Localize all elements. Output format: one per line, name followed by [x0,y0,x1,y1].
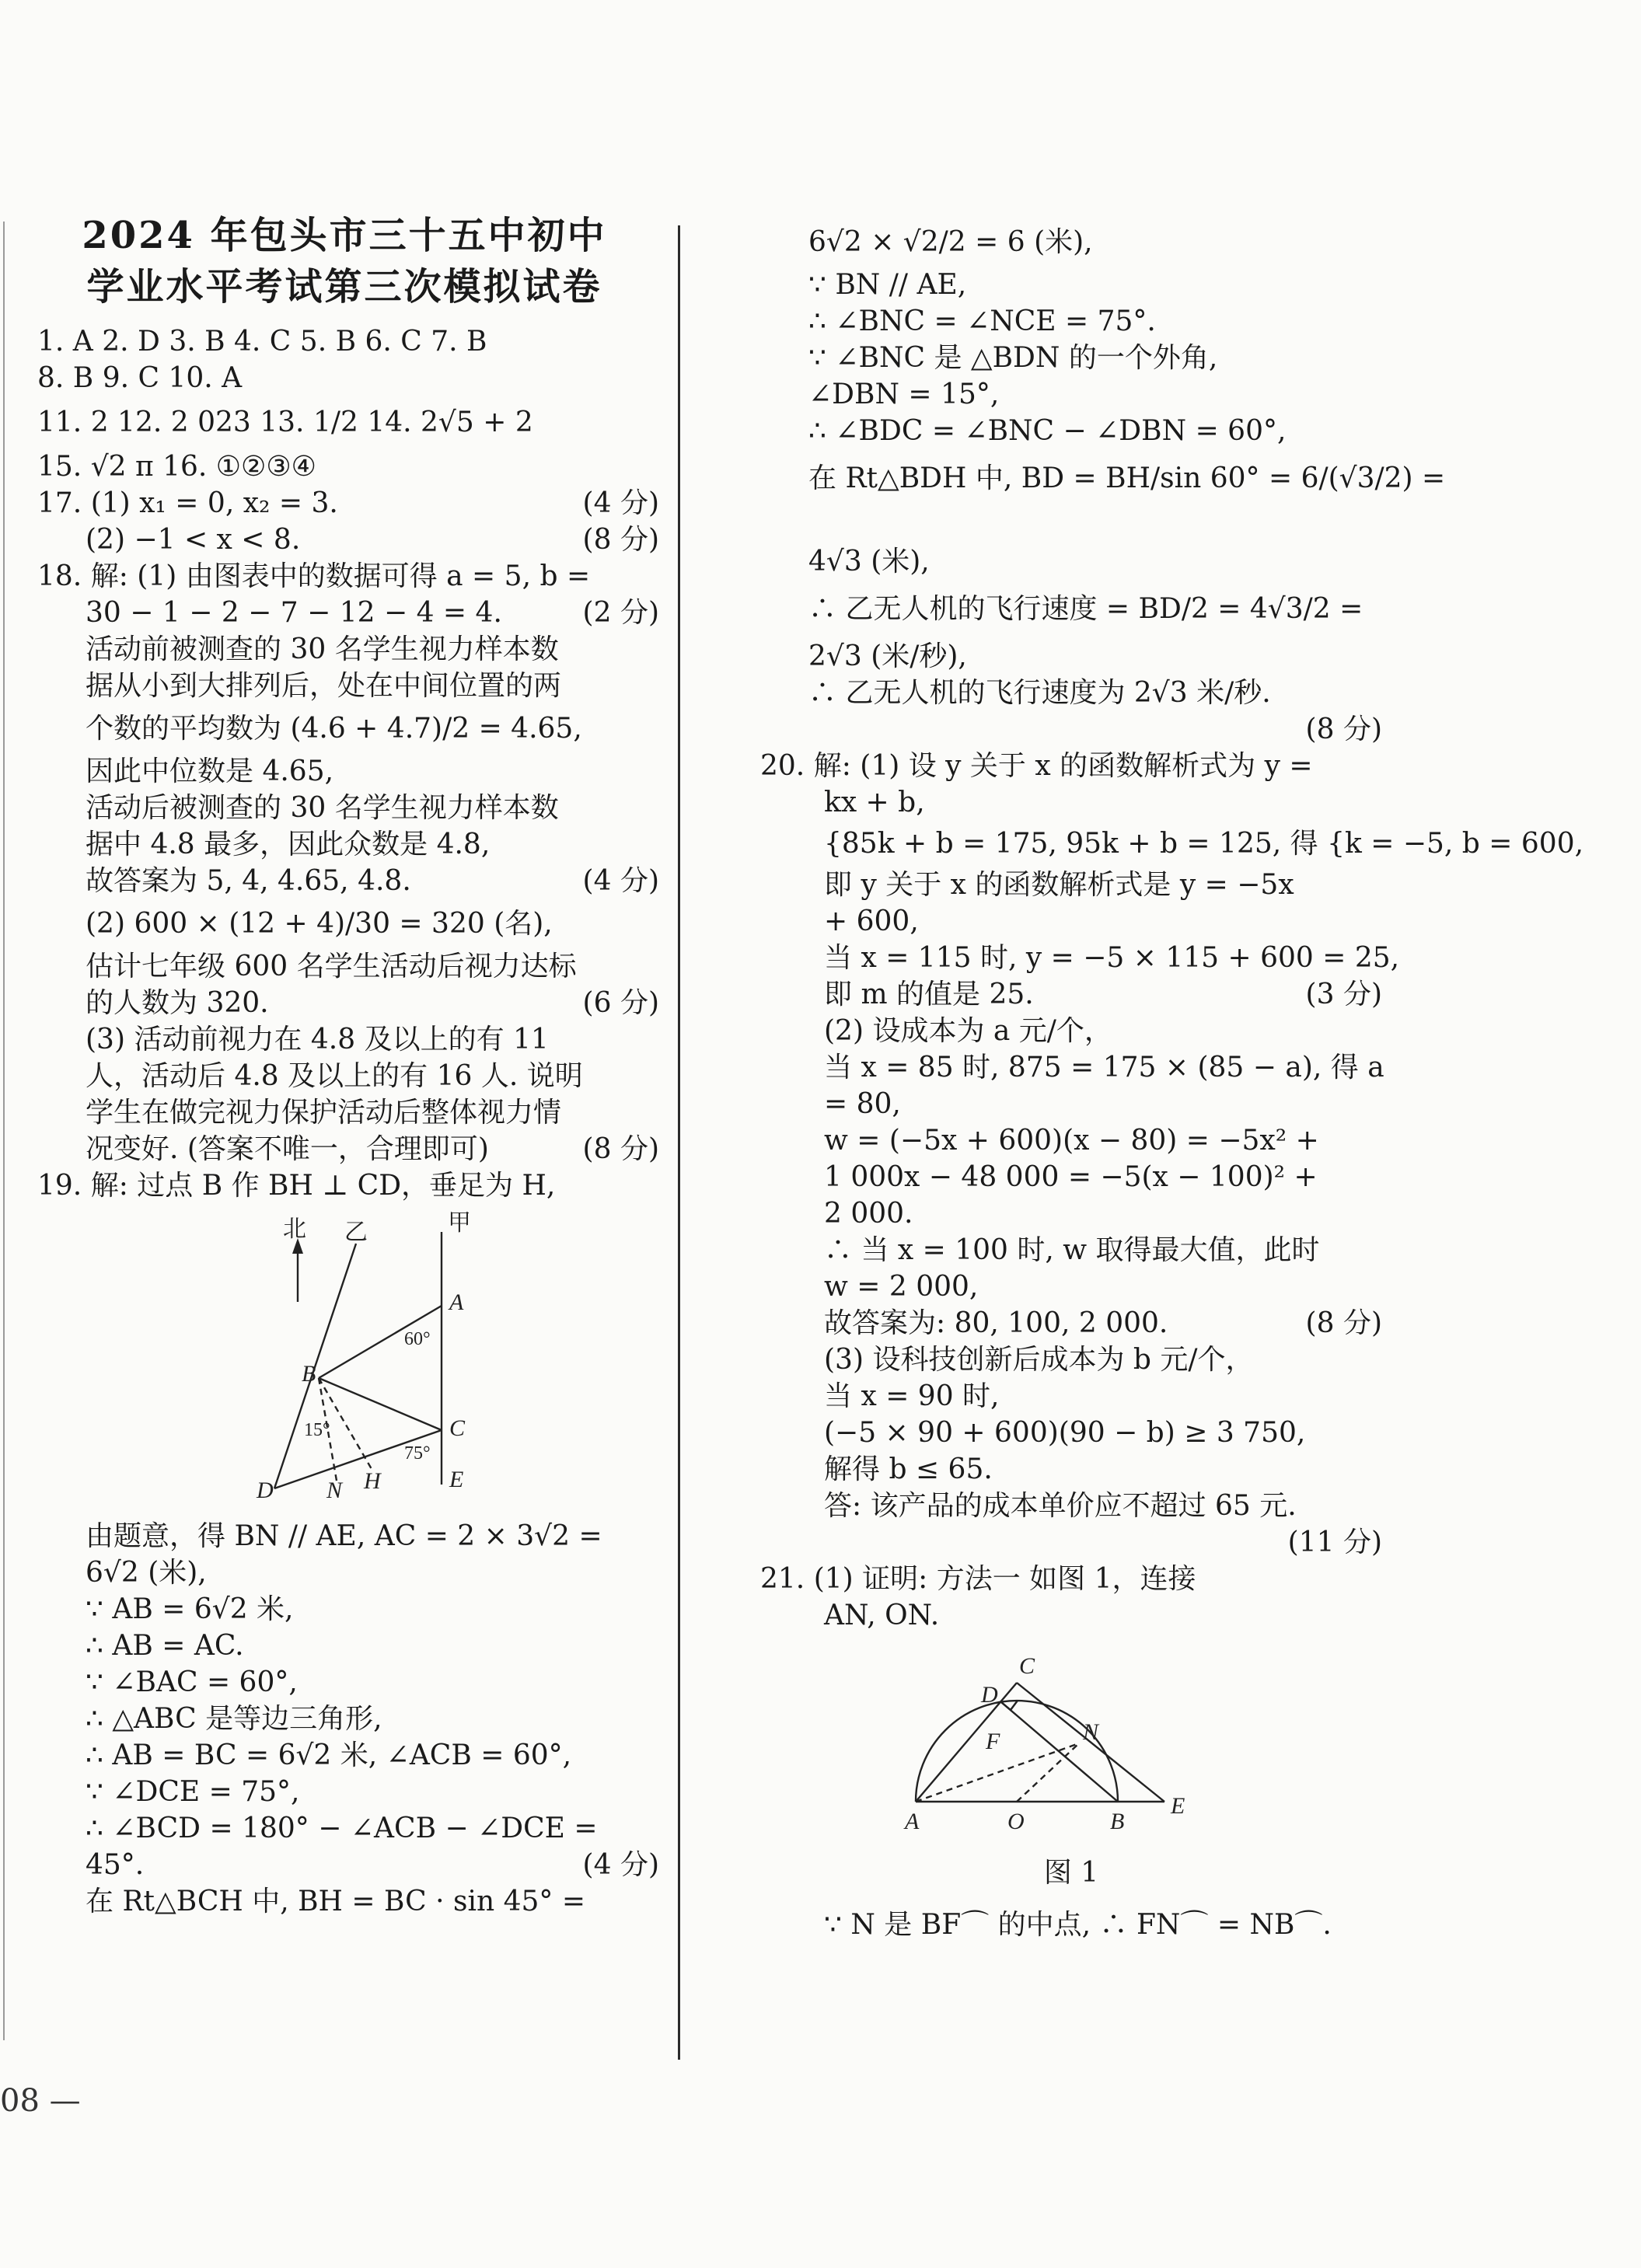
answer-line: ∴ ∠BCD = 180° − ∠ACB − ∠DCE = [86,1813,598,1844]
answer-line: 个数的平均数为 (4.6 + 4.7)/2 = 4.65, [86,713,582,745]
column-divider [678,225,680,2060]
answer-line: ∴ AB = BC = 6√2 米, ∠ACB = 60°, [86,1739,572,1771]
answer-line: 20. 解: (1) 设 y 关于 x 的函数解析式为 y = [760,750,1313,782]
jia-label: 甲 [448,1210,471,1236]
answer-line: 6√2 × √2/2 = 6 (米), [808,226,1093,258]
answer-line: 18. 解: (1) 由图表中的数据可得 a = 5, b = [37,560,591,592]
answer-line: 在 Rt△BCH 中, BH = BC · sin 45° = [86,1886,586,1917]
answer-line: = 80, [824,1088,901,1120]
answer-line: 当 x = 85 时, 875 = 175 × (85 − a), 得 a [824,1052,1384,1083]
answer-line: ∴ 当 x = 100 时, w 取得最大值，此时 [824,1234,1320,1266]
answer-line: ∵ N 是 BF⌒ 的中点, ∴ FN⌒ = NB⌒. [824,1909,1332,1941]
answer-line: 15. √2 π 16. ①②③④ [37,451,316,483]
answer-line: 1. A 2. D 3. B 4. C 5. B 6. C 7. B [37,326,487,358]
answer-line: 4√3 (米), [808,546,930,577]
answer-line: (3) 活动前视力在 4.8 及以上的有 11 [86,1024,549,1055]
point-n-label: N [326,1478,343,1503]
answer-line: 故答案为 5, 4, 4.65, 4.8. (4 分) [86,865,659,897]
answer-line: 6√2 (米), [86,1557,207,1589]
figure-19-drone-diagram [37,1209,659,1512]
answer-line: 19. 解: 过点 B 作 BH ⊥ CD，垂足为 H, [37,1170,556,1202]
answer-line: 故答案为: 80, 100, 2 000. (8 分) [824,1307,1382,1339]
answer-line: (−5 × 90 + 600)(90 − b) ≥ 3 750, [824,1417,1306,1449]
title-line-1: 2024 年包头市三十五中初中 [82,214,607,257]
page-number: 08 — [0,2083,81,2119]
answer-line: (2) 设成本为 a 元/个， [824,1015,1112,1047]
answer-line: AN, ON. [824,1600,940,1631]
angle-15-label: 15° [304,1420,330,1440]
title-line-2: 学业水平考试第三次模拟试卷 [86,265,602,309]
answer-line: ∵ AB = 6√2 米, [86,1593,294,1625]
yi-label: 乙 [344,1219,368,1245]
answer-line: 人，活动后 4.8 及以上的有 16 人. 说明 [86,1060,583,1092]
point-b-label: B [302,1361,316,1387]
point-h-label: H [364,1468,381,1494]
answer-line: ∵ ∠DCE = 75°, [86,1776,300,1808]
point-c-label: C [449,1415,466,1441]
answer-line: 答: 该产品的成本单价应不超过 65 元. [824,1490,1297,1522]
answer-line: w = 2 000, [824,1271,979,1303]
answer-line: 据从小到大排列后，处在中间位置的两 [86,670,562,702]
answer-line: ∴ △ABC 是等边三角形, [86,1703,382,1735]
left-page-edge [3,222,5,2040]
answer-line: 估计七年级 600 名学生活动后视力达标 [86,951,577,982]
angle-60-label: 60° [404,1329,431,1349]
answer-line: 据中 4.8 最多，因此众数是 4.8, [86,829,491,860]
point-a-label: A [449,1289,464,1315]
answer-line: 8. B 9. C 10. A [37,362,243,394]
figure-21-circle-diagram [760,1638,1382,1848]
answer-line: 因此中位数是 4.65, [86,755,334,787]
point-o-label: O [1007,1809,1025,1834]
points-line: (8 分) [1305,714,1382,745]
answer-line: 况变好. (答案不唯一，合理即可) (8 分) [86,1133,659,1165]
answer-line: 由题意，得 BN // AE, AC = 2 × 3√2 = [86,1520,602,1552]
answer-line: ∴ ∠BDC = ∠BNC − ∠DBN = 60°, [808,415,1287,447]
left-column [37,210,659,1920]
answer-line: ∴ 乙无人机的飞行速度 = BD/2 = 4√3/2 = [808,593,1363,625]
answer-line: ∴ AB = AC. [86,1630,244,1662]
answer-line: (3) 设科技创新后成本为 b 元/个， [824,1344,1254,1376]
answer-line: ∠DBN = 15°, [808,379,1000,410]
point-b-label: B [1110,1809,1125,1834]
point-d-label: D [981,1682,998,1708]
answer-line: 解得 b ≤ 65. [824,1453,993,1485]
answer-line: 1 000x − 48 000 = −5(x − 100)² + [824,1161,1318,1193]
point-f-label: F [986,1729,1000,1754]
answer-line: ∵ BN // AE, [808,269,967,301]
answer-line: 17. (1) x₁ = 0, x₂ = 3. (4 分) [37,487,659,519]
answer-line: 当 x = 115 时, y = −5 × 115 + 600 = 25, [824,942,1400,974]
answer-line: 活动后被测查的 30 名学生视力样本数 [86,792,559,824]
answer-line: (2) −1 < x < 8. (8 分) [86,524,659,556]
answer-line: 活动前被测查的 30 名学生视力样本数 [86,633,559,665]
answer-line: 当 x = 90 时, [824,1380,1000,1412]
answer-line: ∵ ∠BNC 是 △BDN 的一个外角, [808,342,1218,374]
answer-line: 2 000. [824,1198,913,1230]
point-e-label: E [1171,1793,1185,1819]
answer-line: 2√3 (米/秒), [808,640,967,672]
right-column [760,210,1584,1943]
point-a-label: A [905,1809,920,1834]
answer-line: 的人数为 320. (6 分) [86,987,659,1019]
answer-line: 11. 2 12. 2 023 13. 1/2 14. 2√5 + 2 [37,406,533,438]
answer-line: 即 m 的值是 25. (3 分) [824,979,1382,1010]
points-line: (11 分) [1287,1527,1382,1558]
point-n-label: N [1083,1719,1099,1745]
north-label: 北 [283,1216,306,1242]
answer-line: + 600, [824,905,919,937]
answer-line: 在 Rt△BDH 中, BD = BH/sin 60° = 6/(√3/2) = [808,462,1446,494]
figure-caption: 图 1 [1043,1857,1099,1889]
answer-line: ∴ ∠BNC = ∠NCE = 75°. [808,305,1156,337]
answer-line: 即 y 关于 x 的函数解析式是 y = −5x [824,869,1294,901]
angle-75-label: 75° [404,1443,431,1464]
answer-line: ∵ ∠BAC = 60°, [86,1666,298,1698]
answer-line: ∴ 乙无人机的飞行速度为 2√3 米/秒. [808,677,1271,709]
answer-line: 30 − 1 − 2 − 7 − 12 − 4 = 4. (2 分) [86,597,659,629]
answer-line: 45°. (4 分) [86,1849,659,1881]
answer-line: {85k + b = 175, 95k + b = 125, 得 {k = −5, b = 600, [824,828,1584,860]
point-d-label: D [257,1478,274,1503]
answer-line: w = (−5x + 600)(x − 80) = −5x² + [824,1125,1319,1157]
answer-line: 学生在做完视力保护活动后整体视力情 [86,1097,562,1129]
answer-line: 21. (1) 证明: 方法一 如图 1，连接 [760,1563,1196,1595]
answer-line: kx + b, [824,787,925,818]
point-c-label: C [1019,1653,1035,1679]
point-e-label: E [449,1467,464,1492]
answer-line: (2) 600 × (12 + 4)/30 = 320 (名), [86,908,553,940]
